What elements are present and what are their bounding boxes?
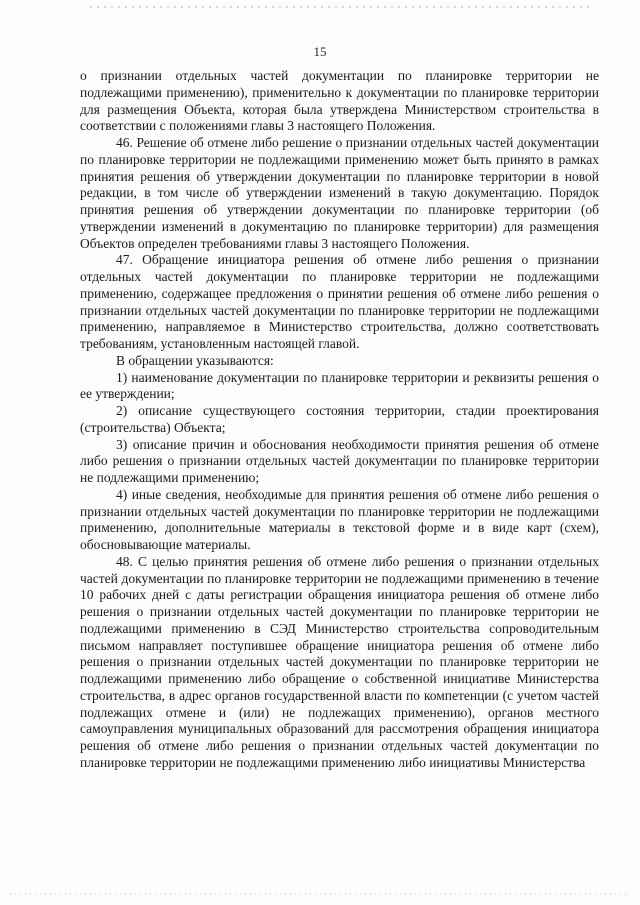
list-item-4: 4) иные сведения, необходимые для принятия решения об отмене либо решения о признании отдельных частей документации по планировке территории не подлежащими применению, дополнительные материалы в текстовой форме и в виде карт (схем), обосновывающие материалы. xyxy=(80,486,599,552)
scan-artifact-bottom xyxy=(10,893,630,895)
scan-artifact-top xyxy=(90,6,590,8)
list-item-3: 3) описание причин и обоснования необходимости принятия решения об отмене либо решения о признании отдельных частей документации по планировке территории не подлежащими применению; xyxy=(80,436,599,485)
page-number: 15 xyxy=(313,44,327,59)
document-body xyxy=(80,68,599,772)
paragraph-continuation: о признании отдельных частей документации по планировке территории не подлежащими применению), применительно к документации по планировке территории для размещения Объекта, которая была утверждена Министерством строительства в соответствии с положениями главы 3 настоящего Положения. xyxy=(80,68,599,134)
paragraph-46: 46. Решение об отмене либо решение о признании отдельных частей документации по планировке территории не подлежащими применению может быть принято в рамках принятия решения об утверждении документации по планировке территории в новой редакции, в том числе об утверждении изменений в такую документацию. Порядок принятия решения об утверждении документации по планировке территории (об утверждении изменений в документацию по планировке территории) для размещения Объектов определен требованиями главы 3 настоящего Положения. xyxy=(80,135,599,251)
list-item-1: 1) наименование документации по планировке территории и реквизиты решения о ее утверждении; xyxy=(80,369,599,402)
paragraph-48: 48. С целью принятия решения об отмене либо решения о признании отдельных частей документации по планировке территории не подлежащими применению в течение 10 рабочих дней с даты регистрации обращения инициатора решения об отмене либо решения о признании отдельных частей документации по планировке территории не подлежащими применению в СЭД Министерство строительства сопроводительным письмом направляет поступившее обращение инициатора решения об отмене либо решения о признании отдельных частей документации по планировке территории не подлежащими применению либо обращение о собственной инициативе Министерства строительства, в адрес органов государственной власти по компетенции (с учетом частей подлежащих отмене и (или) не подлежащих применению), органов местного самоуправления муниципальных образований для рассмотрения обращения инициатора решения об отмене либо решения о признании отдельных частей документации по планировке территории не подлежащими применению либо инициативы Министерства xyxy=(80,553,599,770)
paragraph-list-intro: В обращении указываются: xyxy=(116,352,274,368)
list-item-2: 2) описание существующего состояния территории, стадии проектирования (строительства) Объекта; xyxy=(80,403,599,435)
paragraph-47: 47. Обращение инициатора решения об отмене либо решения о признании отдельных частей документации по планировке территории не подлежащими применению, содержащее предложения о принятии решения об отмене либо решения о признании отдельных частей документации по планировке территории не подлежащими применению, направляемое в Министерство строительства, должно соответствовать требованиям, установленным настоящей главой. xyxy=(80,252,599,351)
